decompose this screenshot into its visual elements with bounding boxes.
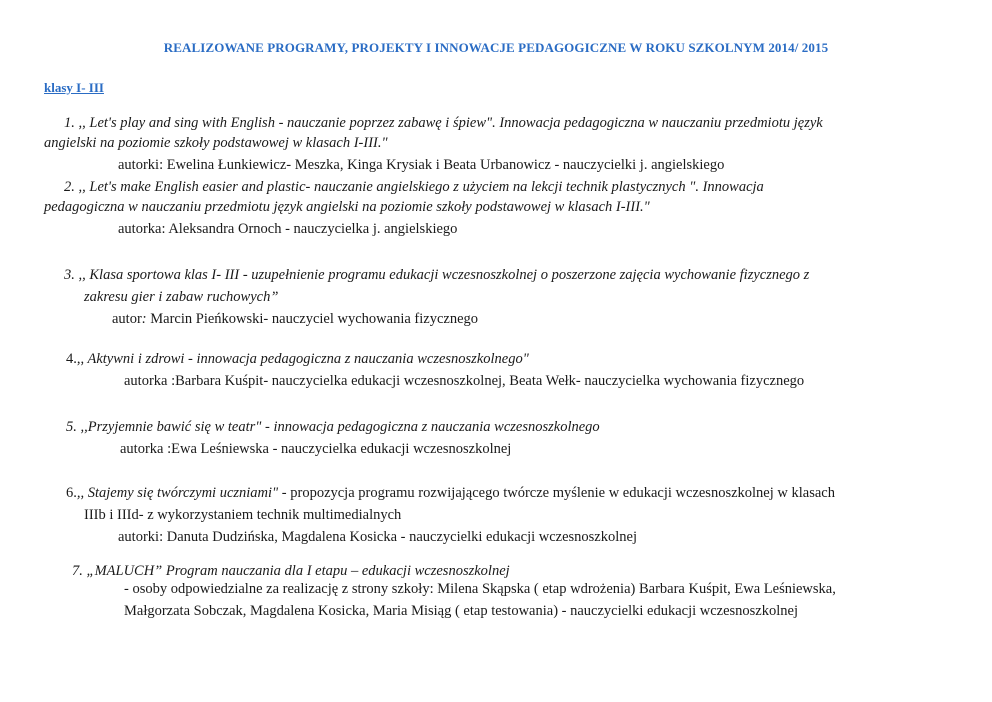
item-4-author: autorka :Barbara Kuśpit- nauczycielka edukacji wczesnoszkolnej, Beata Wełk- nauczycielka wychowania fizycznego	[124, 373, 805, 389]
item-4-title: Aktywni i zdrowi - innowacja pedagogiczna z nauczania wczesnoszkolnego"	[84, 351, 529, 367]
item-5-line-1: 5. ,,Przyjemnie bawić się w teatr" - innowacja pedagogiczna z nauczania wczesnoszkolnego	[66, 419, 600, 435]
item-5-author: autorka :Ewa Leśniewska - nauczycielka edukacji wczesnoszkolnej	[120, 441, 512, 457]
item-3-author-prefix: autor	[112, 311, 142, 327]
item-6-line-2: IIIb i IIId- z wykorzystaniem technik multimedialnych	[84, 507, 402, 523]
item-2-line-2: pedagogiczna w nauczaniu przedmiotu język angielski na poziomie szkoły podstawowej w klasach I-III."	[44, 199, 650, 215]
item-6-author: autorki: Danuta Dudzińska, Magdalena Kosicka - nauczycielki edukacji wczesnoszkolnej	[118, 529, 637, 545]
item-1-author: autorki: Ewelina Łunkiewicz- Meszka, Kinga Krysiak i Beata Urbanowicz - nauczycielki j. angielskiego	[118, 157, 725, 173]
item-7-line-3: Małgorzata Sobczak, Magdalena Kosicka, Maria Misiąg ( etap testowania) - nauczycielki edukacji wczesnoszkolnej	[124, 603, 798, 619]
item-1-line-1: 1. ,, Let's play and sing with English - nauczanie poprzez zabawę i śpiew". Innowacja pedagogiczna w nauczaniu przedmiotu język	[64, 115, 823, 131]
item-6-title: ,, Stajemy się twórczymi uczniami"	[76, 485, 279, 501]
item-4-number: 4.,,	[66, 351, 85, 367]
item-3-line-2: zakresu gier i zabaw ruchowych”	[84, 289, 279, 305]
item-7-line-2: - osoby odpowiedzialne za realizację z strony szkoły: Milena Skąpska ( etap wdrożenia) Barbara Kuśpit, Ewa Leśniewska,	[124, 581, 836, 597]
item-3-author-rest: Marcin Pieńkowski- nauczyciel wychowania fizycznego	[146, 311, 479, 327]
item-3-line-1: 3. ,, Klasa sportowa klas I- III - uzupełnienie programu edukacji wczesnoszkolnej o poszerzone zajęcia wychowanie fizycznego z	[64, 267, 810, 283]
item-6-description: - propozycja programu rozwijającego twórcze myślenie w edukacji wczesnoszkolnej w klasach	[278, 485, 835, 501]
item-7-line-1: 7. „MALUCH” Program nauczania dla I etapu – edukacji wczesnoszkolnej	[72, 563, 510, 579]
item-3-author	[112, 310, 478, 328]
item-1-line-2: angielski na poziomie szkoły podstawowej w klasach I-III."	[44, 135, 388, 151]
item-4-line-1	[66, 350, 529, 368]
item-2-line-1: 2. ,, Let's make English easier and plastic- nauczanie angielskiego z użyciem na lekcji technik plastycznych ". Innowacja	[64, 179, 764, 195]
item-3-author-colon: :	[141, 311, 147, 327]
item-6-line-1	[66, 484, 835, 502]
item-2-author: autorka: Aleksandra Ornoch - nauczycielka j. angielskiego	[118, 221, 458, 237]
section-heading: klasy I- III	[44, 80, 104, 95]
item-6-number: 6.	[66, 485, 77, 501]
document-title: REALIZOWANE PROGRAMY, PROJEKTY I INNOWACJE PEDAGOGICZNE W ROKU SZKOLNYM 2014/ 2015	[163, 40, 829, 55]
